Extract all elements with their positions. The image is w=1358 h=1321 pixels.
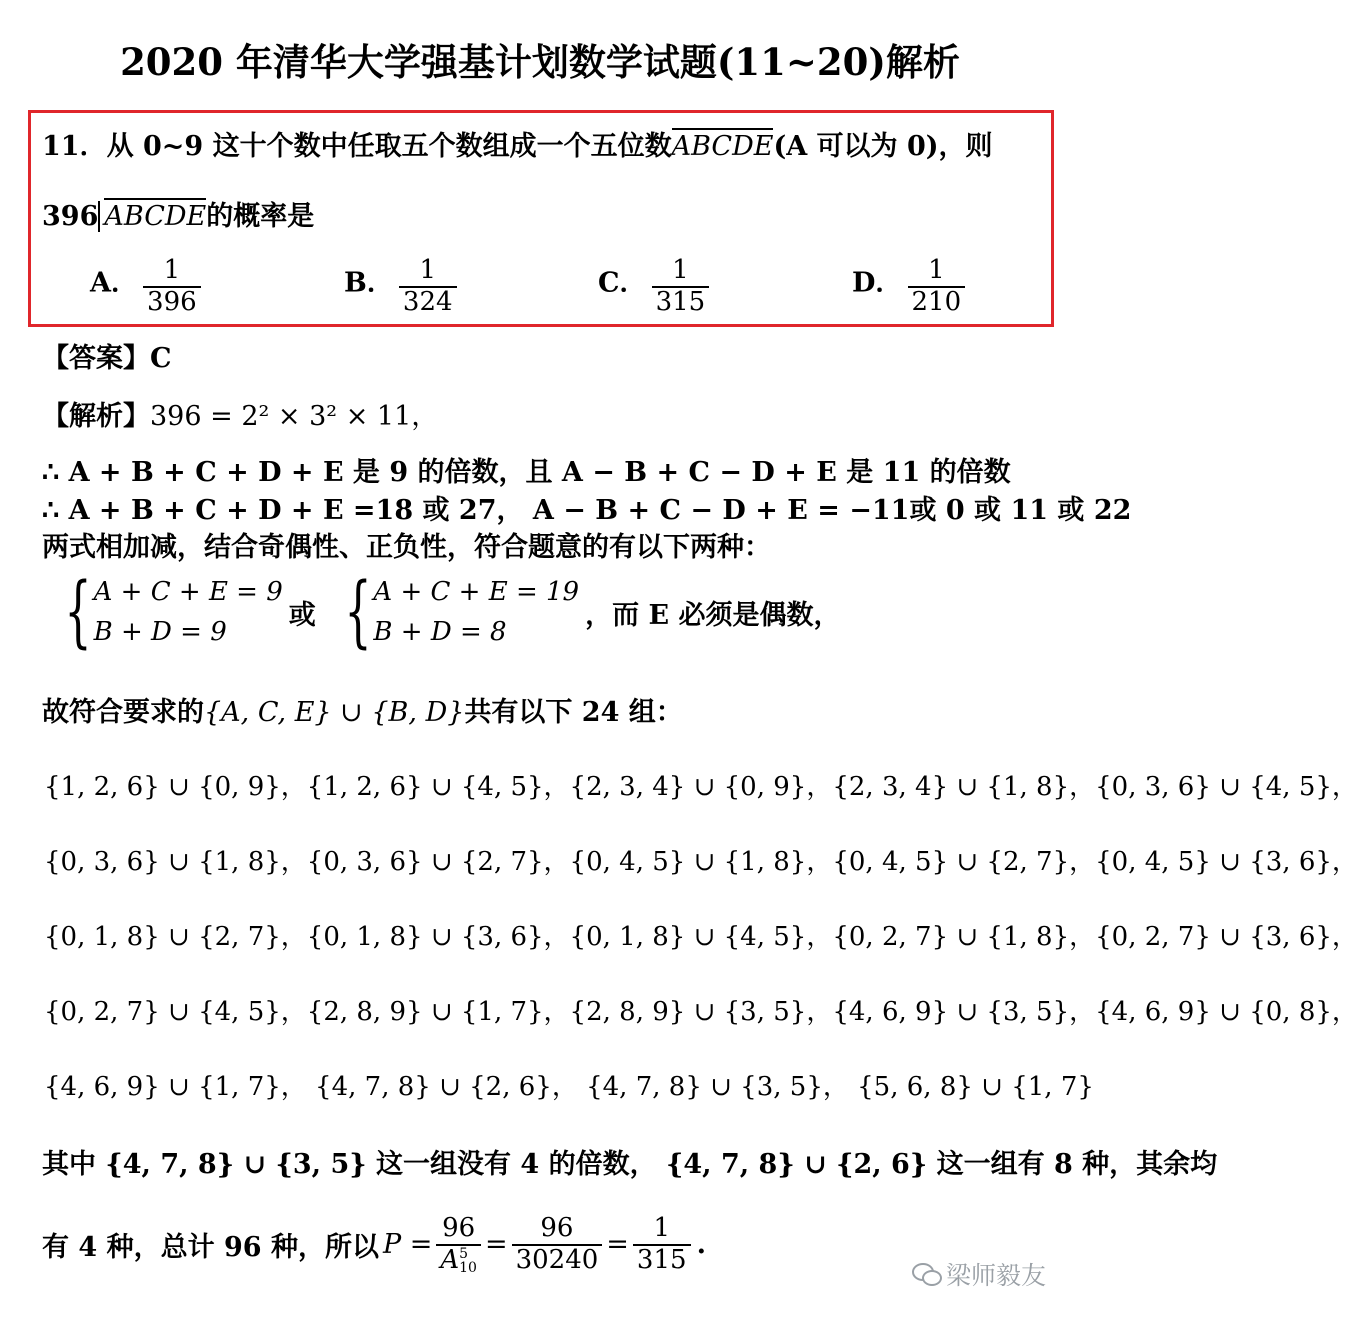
fraction-1-over-315: $\frac{1}{315}$ <box>633 1214 691 1276</box>
set-row-4: {0, 2, 7} ∪ {4, 5}，{2, 8, 9} ∪ {1, 7}，{2, 8, 9} ∪ {3, 5}，{4, 6, 9} ∪ {3, 5}，{4, 6, 9} ∪ {0, 8}， <box>44 997 1358 1027</box>
option-b: B． $\frac{1}{324}$ <box>344 256 457 318</box>
page-title: 2020 年清华大学强基计划数学试题(11~20)解析 <box>120 40 960 84</box>
divides-number: ABCDE <box>104 198 206 232</box>
analysis-line: 【解析】396 = 2² × 3² × 11， <box>42 401 439 432</box>
set-row-1: {1, 2, 6} ∪ {0, 9}，{1, 2, 6} ∪ {4, 5}，{2, 3, 4} ∪ {0, 9}，{2, 3, 4} ∪ {1, 8}，{0, 3, 6} ∪ {4, 5}， <box>44 772 1358 802</box>
wechat-icon <box>912 1263 940 1285</box>
equation-systems: { A + C + E = 9 B + D = 9 或 { A + C + E = 19 B + D = 8 ，而 E 必须是偶数， <box>42 572 841 652</box>
option-a-fraction: $\frac{1}{396}$ <box>143 256 201 318</box>
question-line-2: 396 ABCDE的概率是 <box>42 194 314 233</box>
set-row-5: {4, 6, 9} ∪ {1, 7}， {4, 7, 8} ∪ {2, 6}， {4, 7, 8} ∪ {3, 5}， {5, 6, 8} ∪ {1, 7} <box>44 1072 1094 1102</box>
answer-value: C <box>150 343 172 374</box>
option-a: A． $\frac{1}{396}$ <box>90 256 201 318</box>
analysis-l3: 两式相加减，结合奇偶性、正负性，符合题意的有以下两种： <box>42 532 771 563</box>
system-1: { A + C + E = 9 B + D = 9 <box>64 567 283 657</box>
option-d-fraction: $\frac{1}{210}$ <box>908 256 966 318</box>
analysis-l1: ∴ A + B + C + D + E 是 9 的倍数，且 A − B + C − D + E 是 11 的倍数 <box>42 457 1011 488</box>
fraction-96-over-30240: $\frac{96}{30240}$ <box>512 1214 603 1276</box>
factorization: 396 = 2² × 3² × 11， <box>150 401 439 432</box>
overlined-number: ABCDE <box>672 128 774 162</box>
watermark: 梁师毅友 <box>912 1256 1046 1292</box>
analysis-l2: ∴ A + B + C + D + E =18 或 27， A − B + C − D + E = −11或 0 或 11 或 22 <box>42 495 1132 526</box>
question-line-1: 11．从 0~9 这十个数中任取五个数组成一个五位数ABCDE(A 可以为 0)，则 <box>42 124 993 163</box>
final-probability-line: 有 4 种，总计 96 种，所以 P = 96 A 5 10 = $\frac{96}{30240}$ = $\frac{1}{315}$ . <box>42 1213 706 1276</box>
option-d: D． $\frac{1}{210}$ <box>852 256 965 318</box>
system-2: { A + C + E = 19 B + D = 8 <box>344 567 580 657</box>
analysis-l5: 其中 {4, 7, 8} ∪ {3, 5} 这一组没有 4 的倍数， {4, 7, 8} ∪ {2, 6} 这一组有 8 种，其余均 <box>42 1149 1218 1180</box>
set-row-2: {0, 3, 6} ∪ {1, 8}，{0, 3, 6} ∪ {2, 7}，{0, 4, 5} ∪ {1, 8}，{0, 4, 5} ∪ {2, 7}，{0, 4, 5} ∪ {3, 6}， <box>44 847 1358 877</box>
option-c-fraction: $\frac{1}{315}$ <box>652 256 710 318</box>
answer-line: 【答案】C <box>42 343 172 374</box>
option-b-fraction: $\frac{1}{324}$ <box>399 256 457 318</box>
analysis-l4: 故符合要求的{A, C, E} ∪ {B, D}共有以下 24 组： <box>42 697 683 728</box>
fraction-96-over-a: 96 A 5 10 <box>436 1214 481 1276</box>
set-row-3: {0, 1, 8} ∪ {2, 7}，{0, 1, 8} ∪ {3, 6}，{0, 1, 8} ∪ {4, 5}，{0, 2, 7} ∪ {1, 8}，{0, 2, 7} ∪ {3, 6}， <box>44 922 1358 952</box>
option-c: C． $\frac{1}{315}$ <box>598 256 709 318</box>
